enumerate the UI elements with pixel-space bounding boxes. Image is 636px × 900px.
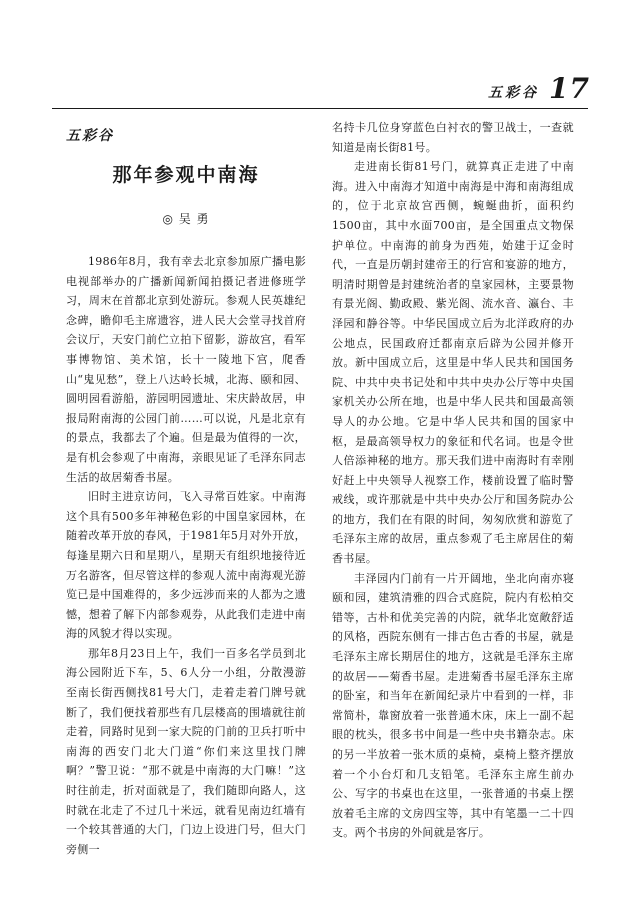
paragraph: 那年8月23日上午，我们一百多名学员到北海公园附近下车，5、6人分一小组，分散漫游至南长街西侧找81号大门，走着走着门牌号就断了，我们便找着那些有几层楼高的围墙就往前走着，同路时见到一家大院的门前的卫兵打听中南海的西安门北大门道“你们来这里找门牌啊？”警卫说：“那不就是中南海的大门嘛！”这时往前走，折对面就是了，我们随即向路人，这时就在北走了不过几十米远，就看见南边红墙有一个较其普通的大门，门边上设进门号，但大门旁侧一 — [66, 646, 306, 856]
paragraph: 旧时主进京访问，飞入寻常百姓家。中南海这个具有500多年神秘色彩的中国皇家园林，在随着改革开放的春风，于1981年5月对外开放，每逢星期六日和星期八，星期天有组织地接待近万名游客，但尽管这样的参观人流中南海观光游览已是中国难得的，多少远涉而来的人都为之遗憾，想着了解下内部参观券，从此我们走进中南海的风貌才得以实现。 — [66, 490, 306, 641]
running-header-section: 五彩谷 — [488, 85, 540, 101]
left-column — [66, 252, 306, 859]
article-title: 那年参观中南海 — [112, 164, 260, 186]
paragraph: 1986年8月，我有幸去北京参加原广播电影电视部举办的广播新闻新闻拍摄记者进修班学习，周末在首都北京到处游玩。参观人民英雄纪念碑，瞻仰毛主席遗容，进人民大会堂寻找首府会议厅，天安门前伫立拍下留影，游故宫，看军事博物馆、美术馆，长十一陵地下宫，爬香山“鬼见愁”，登上八达岭长城，北海、颐和园、圆明园看游船，游园明园遗址、宋庆龄故居，申报局附南海的公园门前……可以说，凡是北京有的景点，我都去了个遍。但是最为值得的一次，是有机会参观了中南海，亲眼见证了毛泽东同志生活的故居菊香书屋。 — [66, 255, 306, 484]
paragraph: 名持卡几位身穿蓝色白衬衣的警卫战士，一查就知道是南长街81号。 — [332, 121, 574, 154]
paragraph: 走进南长街81号门，就算真正走进了中南海。进入中南海才知道中南海是中海和南海组成的，位于北京故宫西侧，蜿蜒曲折，面积约1500亩，其中水面700亩，是全国重点文物保护单位。中南海的前身为西苑，始建于辽金时代，一直是历朝封建帝王的行宫和宴游的地方，明清时期曾是封建统治者的皇家园林，主要景物有景光阁、勤政殿、紫光阁、流水音、瀛台、丰泽园和静谷等。中华民国成立后为北洋政府的办公地点，民国政府迁都南京后辟为公园并修开放。新中国成立后，这里是中华人民共和国国务院、中共中央书记处和中共中央办公厅等中央国家机关办公所在地，也是中华人民共和国最高领导人的办公地。它是中华人民共和国的国家中枢，是最高领导权力的象征和代名词。也是令世人倍添神秘的地方。那天我们进中南海时有幸刚好赶上中央领导人视察工作，楼前设置了临时警戒线，或许那就是中共中央办公厅和国务院办公的地方，我们在有限的时间，匆匆欣赏和游览了毛泽东主席的故居，重点参观了毛主席居住的菊香书屋。 — [332, 160, 574, 566]
byline: ◎ 吴 勇 — [162, 212, 210, 226]
running-header — [460, 70, 590, 104]
right-column — [332, 118, 574, 843]
header-rule — [52, 108, 588, 109]
page-number: 17 — [549, 72, 590, 105]
column-label: 五彩谷 — [66, 128, 114, 144]
paragraph: 丰泽园内门前有一片开阔地，坐北向南亦寝颐和园，建筑清雅的四合式庭院，院内有松柏交错等，古朴和优美完善的内院，就华北宽敞舒适的风格，西院东侧有一排古色古香的书屋，就是毛泽东主席长期居住的地方，这就是毛泽东主席的故居——菊香书屋。走进菊香书屋毛泽东主席的卧室，和当年在新闻纪录片中看到的一样，非常简朴，靠窗放着一张普通木床，床上一副不起眼的枕头，很多书中间是一些中央书籍杂志。床的另一半放着一张木质的桌椅，桌椅上整齐摆放着一个小台灯和几支铅笔。毛泽东主席生前办公、写字的书桌也在这里，一张普通的书桌上摆放着毛主席的文房四宝等，其中有笔墨一二十四支。两个书房的外间就是客厅。 — [332, 571, 574, 840]
